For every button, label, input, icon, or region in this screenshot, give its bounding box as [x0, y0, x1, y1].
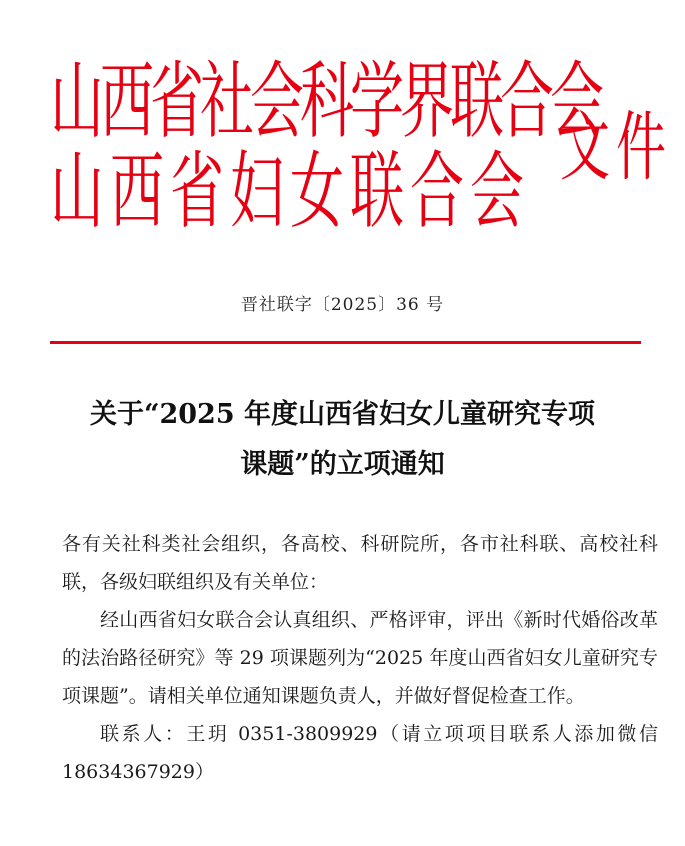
document-number: 晋社联字〔2025〕36 号 [240, 295, 445, 315]
document-type-label: 文件 [560, 104, 672, 191]
title-line-1: 关于“2025 年度山西省妇女儿童研究专项 [89, 399, 596, 430]
issuer-name-line-1: 山西省社会科学界联合会 [50, 52, 600, 150]
document-title [40, 390, 645, 490]
document-header [0, 0, 685, 260]
header-divider [50, 341, 641, 344]
title-line-2: 课题”的立项通知 [240, 449, 445, 480]
body-paragraph: 经山西省妇女联合会认真组织、严格评审，评出《新时代婚俗改革的法治路径研究》等 29 项课题列为“2025 年度山西省妇女儿童研究专项课题”。请相关单位通知课题负责人，并做好督促检查工作。 [62, 609, 658, 707]
contact-info: 联系人：王玥 0351-3809929（请立项项目联系人添加微信 18634367929） [62, 723, 658, 783]
issuer-name-line-2: 山西省妇女联合会 [50, 142, 530, 240]
salutation: 各有关社科类社会组织，各高校、科研院所，各市社科联、高校社科联，各级妇联组织及有关单位： [62, 533, 658, 593]
document-body [62, 525, 658, 791]
